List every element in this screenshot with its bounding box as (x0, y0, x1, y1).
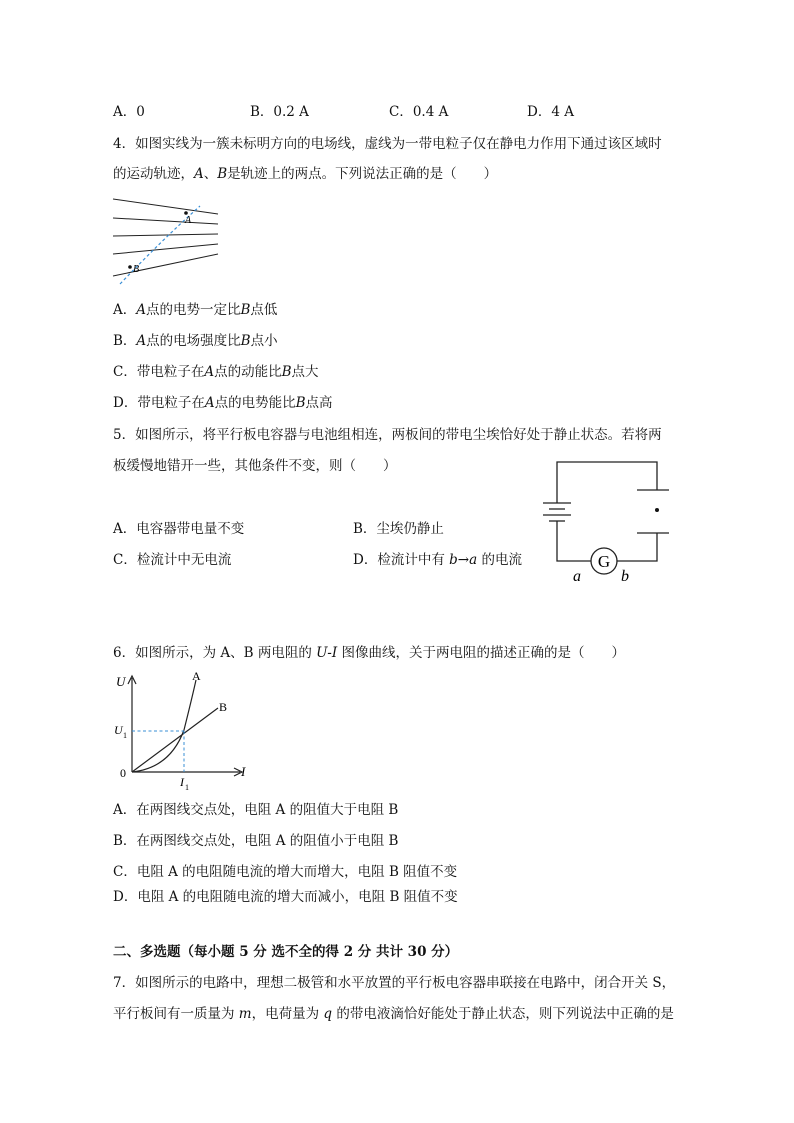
q3-option-b: B．0.2 A (250, 104, 309, 120)
q6-fig-u1-sub: 1 (123, 731, 127, 740)
q3-option-c: C．0.4 A (389, 104, 449, 120)
q4-option-c: C．带电粒子在A点的动能比B点大 (113, 364, 319, 380)
q4-option-b: B．A点的电场强度比B点小 (113, 333, 278, 349)
q4-option-a: A．A点的电势一定比B点低 (113, 302, 278, 318)
q4-fig-label-a: A (185, 215, 192, 226)
q4-stem-line2: 的运动轨迹，A、B是轨迹上的两点。下列说法正确的是（ ） (113, 166, 498, 182)
q3-option-d: D．4 A (527, 104, 574, 120)
q5-circuit-figure (535, 455, 685, 585)
q4-option-d: D．带电粒子在A点的电势能比B点高 (113, 395, 333, 411)
q6-option-d: D．电阻 A 的电阻随电流的增大而减小，电阻 B 阻值不变 (113, 889, 458, 905)
q6-fig-zero: 0 (120, 766, 126, 780)
q5-fig-a: a (573, 568, 581, 585)
q6-stem: 6．如图所示，为 A、B 两电阻的 U-I 图像曲线，关于两电阻的描述正确的是（ ） (113, 645, 625, 661)
q5-fig-g: G (597, 552, 611, 571)
q6-fig-axis-u: U (116, 674, 126, 689)
q5-stem-line1: 5．如图所示，将平行板电容器与电池组相连，两板间的带电尘埃恰好处于静止状态。若将两 (113, 427, 662, 443)
q4-field-lines-figure (108, 194, 224, 286)
q4-fig-label-b: B (133, 264, 140, 275)
q6-fig-i1: I (180, 775, 184, 789)
q6-option-c: C．电阻 A 的电阻随电流的增大而增大，电阻 B 阻值不变 (113, 864, 458, 880)
q6-option-a: A．在两图线交点处，电阻 A 的阻值大于电阻 B (113, 802, 399, 818)
q5-option-b: B．尘埃仍静止 (353, 521, 444, 537)
q6-fig-i1-sub: 1 (185, 783, 189, 792)
q6-ui-graph (110, 668, 255, 793)
q5-stem-line2: 板缓慢地错开一些，其他条件不变，则（ ） (113, 458, 397, 474)
q5-fig-b: b (621, 568, 629, 585)
q7-stem-line1: 7．如图所示的电路中，理想二极管和水平放置的平行板电容器串联接在电路中，闭合开关 S， (113, 975, 676, 991)
q6-option-b: B．在两图线交点处，电阻 A 的阻值小于电阻 B (113, 833, 399, 849)
q5-option-d: D．检流计中有 b→a 的电流 (353, 552, 522, 568)
q4-stem-line1: 4．如图实线为一簇未标明方向的电场线，虚线为一带电粒子仅在静电力作用下通过该区域时 (113, 136, 662, 152)
q7-stem-line2: 平行板间有一质量为 m，电荷量为 q 的带电液滴恰好能处于静止状态，则下列说法中正确的是 (113, 1006, 674, 1022)
section-heading-multi-choice: 二、多选题（每小题 5 分 选不全的得 2 分 共计 30 分） (113, 944, 459, 960)
q6-fig-u1: U (114, 723, 123, 737)
q6-fig-label-a: A (192, 669, 201, 683)
q5-option-a: A．电容器带电量不变 (113, 521, 245, 537)
q6-fig-label-b: B (219, 700, 228, 714)
q5-option-c: C．检流计中无电流 (113, 552, 232, 568)
q3-option-a: A．0 (113, 104, 145, 120)
q6-fig-axis-i: I (241, 764, 246, 779)
